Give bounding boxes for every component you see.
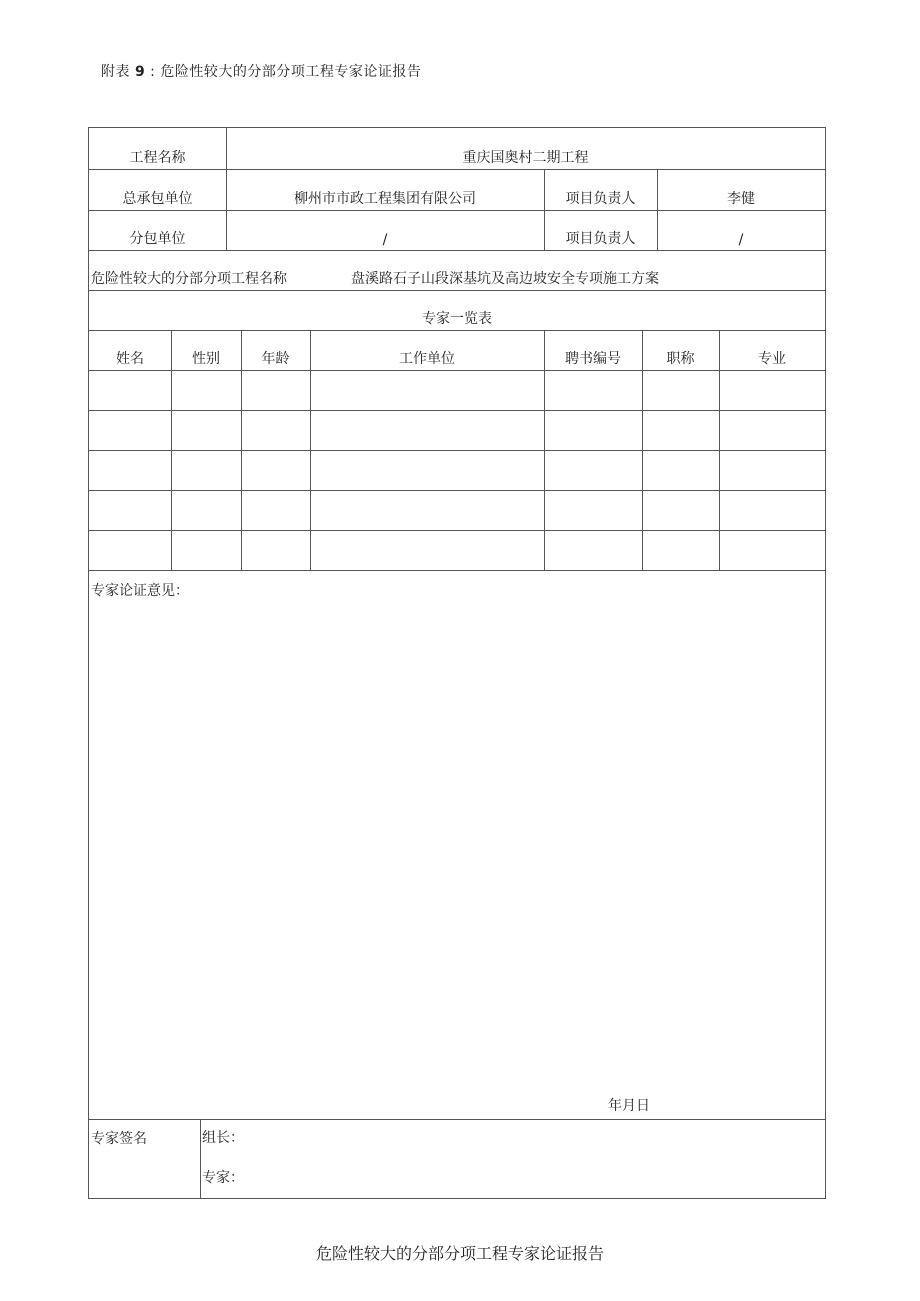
col-header-specialty: 专业 bbox=[758, 351, 786, 367]
sub-manager-value: / bbox=[738, 232, 744, 248]
general-contractor-label: 总承包单位 bbox=[122, 191, 193, 207]
dangerous-work-label: 危险性较大的分部分项工程名称 bbox=[91, 271, 287, 287]
col-header-age: 年龄 bbox=[261, 351, 290, 367]
leader-signature-label: 组长： bbox=[202, 1130, 244, 1146]
row-divider bbox=[89, 410, 825, 411]
general-contractor-value: 柳州市市政工程集团有限公司 bbox=[294, 191, 476, 207]
general-manager-label: 项目负责人 bbox=[565, 191, 636, 207]
project-name-value: 重庆国奥村二期工程 bbox=[462, 150, 589, 166]
header-title: 危险性较大的分部分项工程专家论证报告 bbox=[160, 64, 422, 80]
project-name-label: 工程名称 bbox=[129, 150, 186, 166]
row-divider bbox=[89, 370, 825, 371]
signature-label: 专家签名 bbox=[91, 1131, 147, 1147]
col-header-name: 姓名 bbox=[116, 351, 144, 367]
expert-opinion-label: 专家论证意见： bbox=[91, 583, 189, 599]
report-form bbox=[88, 127, 826, 1199]
row-divider bbox=[89, 530, 825, 531]
opinion-date-label: 年月日 bbox=[608, 1098, 650, 1114]
header-number: 9 bbox=[134, 64, 146, 80]
col-header-workplace: 工作单位 bbox=[399, 351, 455, 367]
sub-manager-label: 项目负责人 bbox=[565, 231, 636, 247]
dangerous-work-value: 盘溪路石子山段深基坑及高边坡安全专项施工方案 bbox=[351, 271, 659, 287]
col-header-certificate-no: 聘书编号 bbox=[565, 351, 621, 367]
subcontractor-label: 分包单位 bbox=[129, 231, 186, 247]
row-divider bbox=[89, 450, 825, 451]
col-header-gender: 性别 bbox=[192, 351, 220, 367]
expert-list-title: 专家一览表 bbox=[422, 311, 492, 327]
general-manager-value: 李健 bbox=[727, 191, 755, 207]
header-prefix: 附表 bbox=[101, 64, 130, 80]
expert-signature-label: 专家： bbox=[202, 1170, 244, 1186]
header-colon: : bbox=[150, 64, 156, 80]
col-header-title: 职称 bbox=[666, 351, 695, 367]
row-divider bbox=[89, 490, 825, 491]
subcontractor-value: / bbox=[382, 232, 388, 248]
footer-title: 危险性较大的分部分项工程专家论证报告 bbox=[315, 1244, 604, 1263]
page-header bbox=[101, 61, 421, 81]
